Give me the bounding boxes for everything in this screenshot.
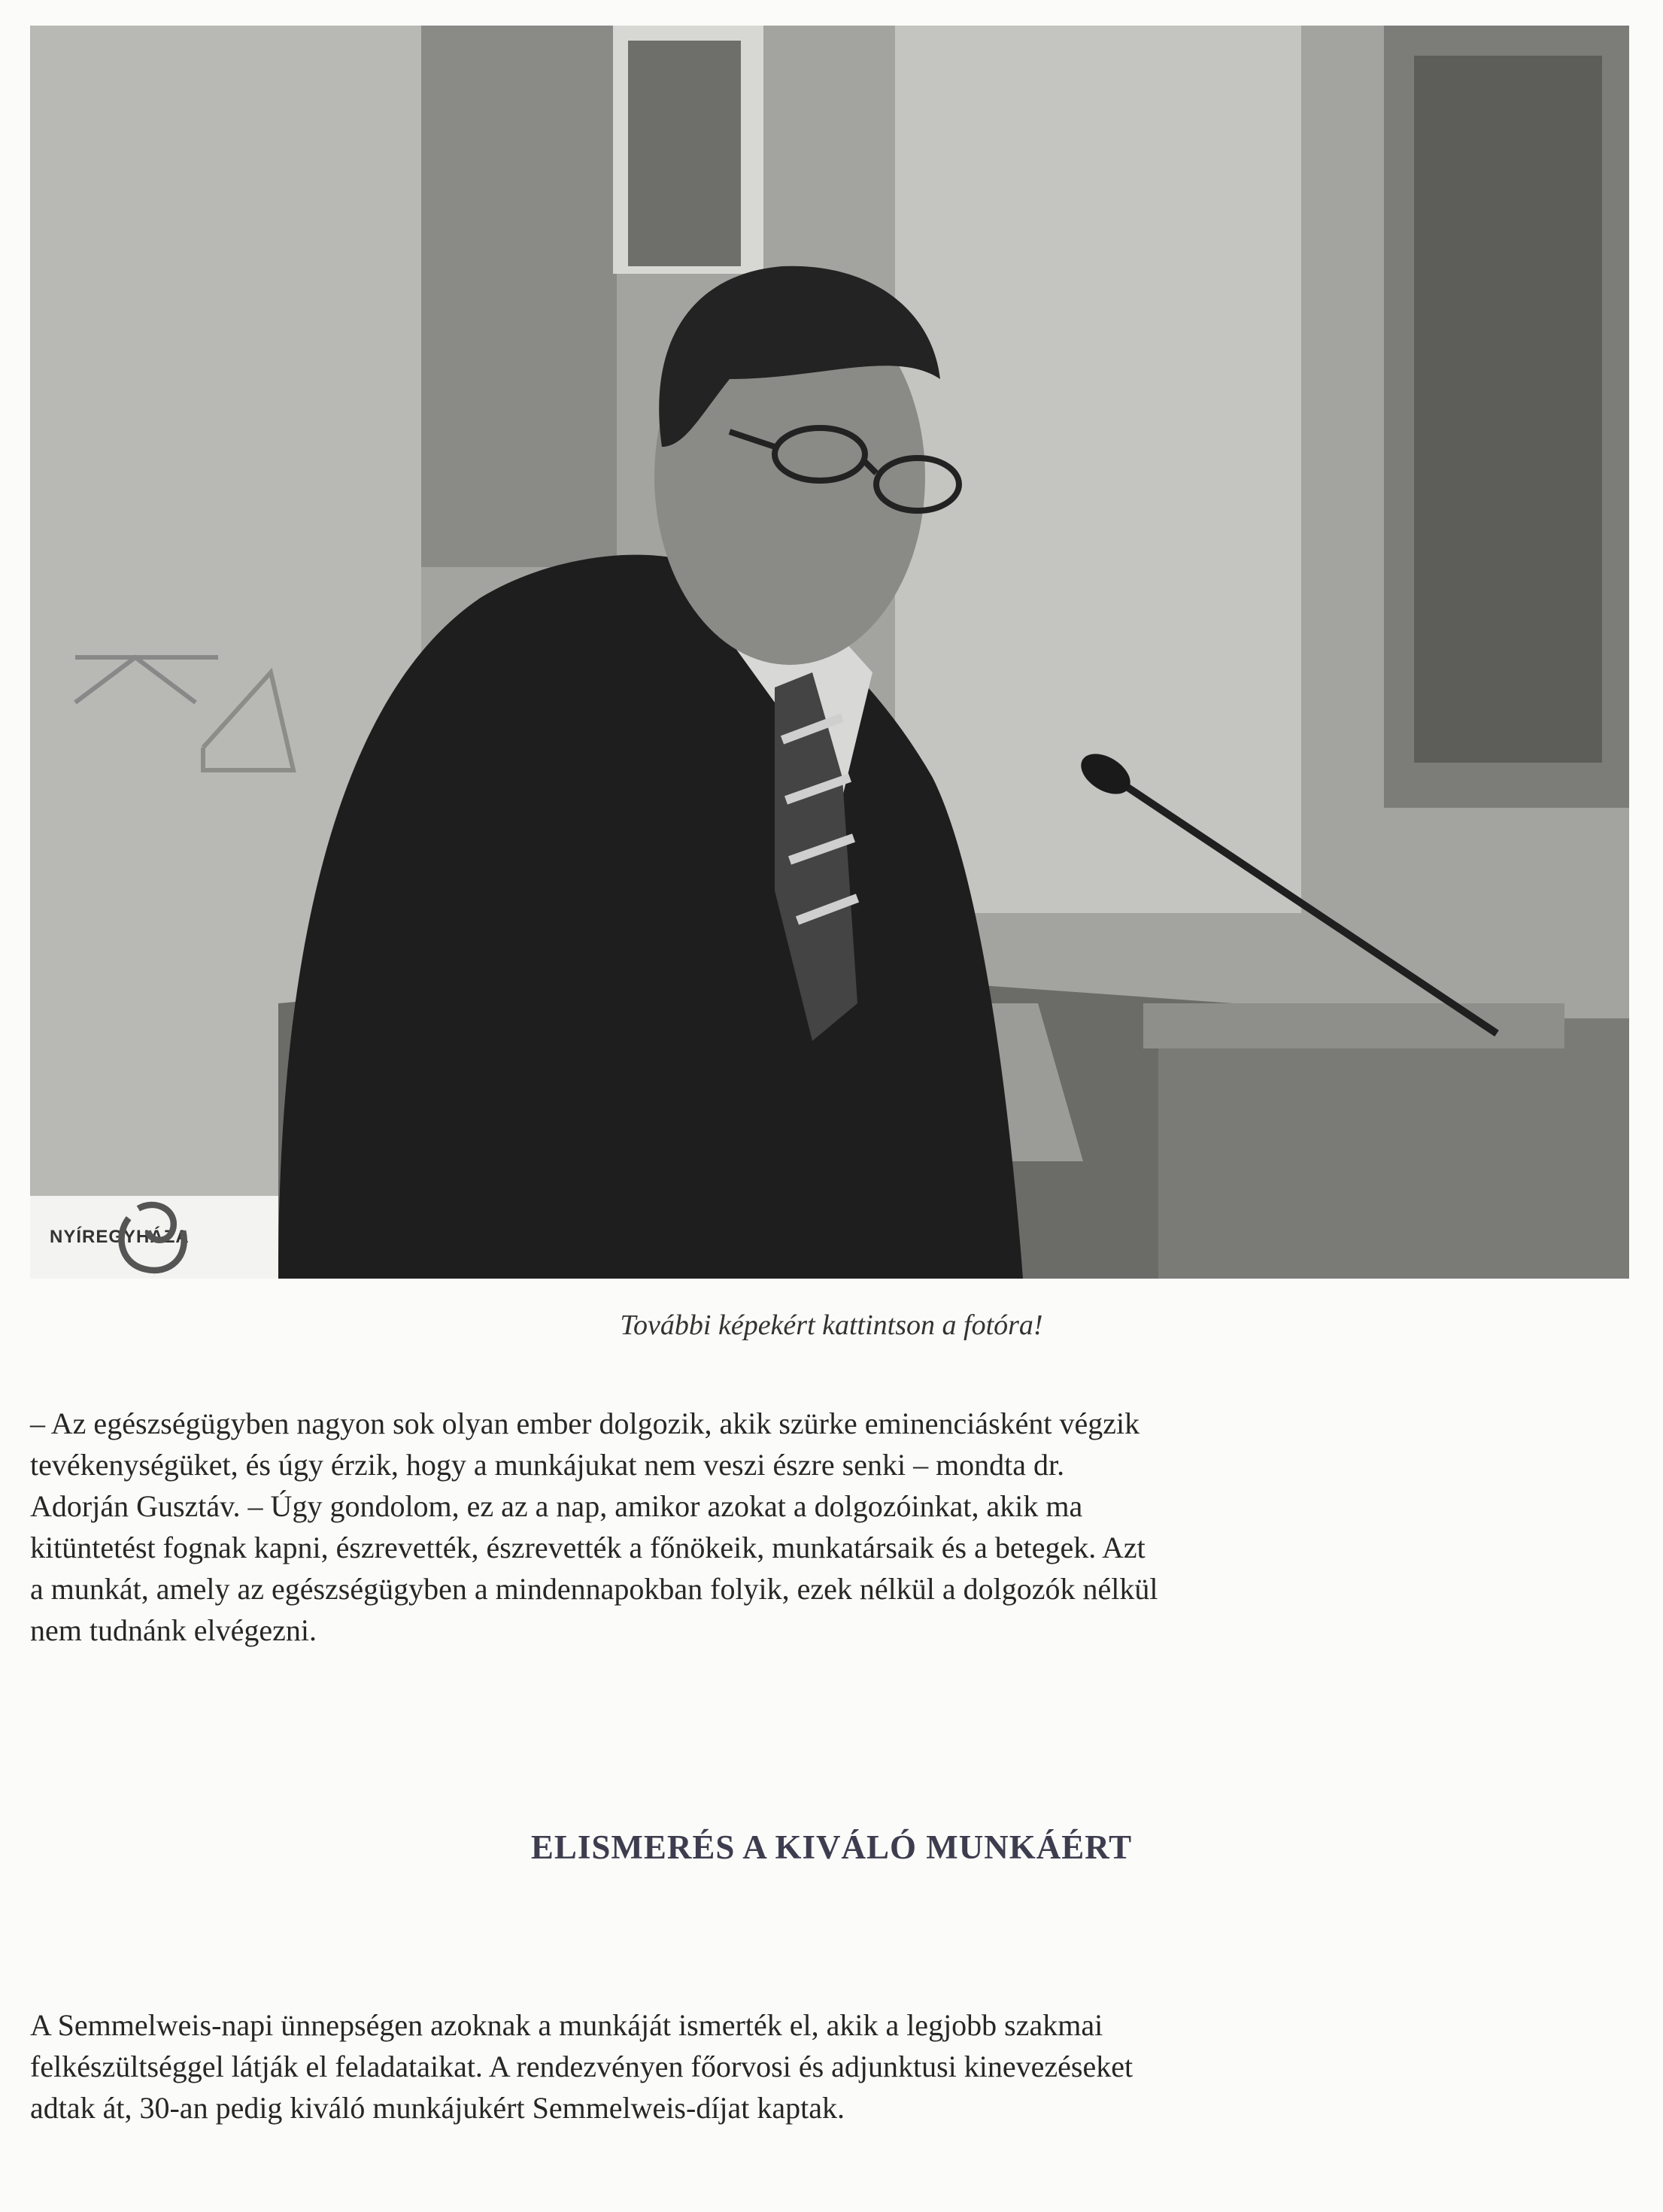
paragraph-line: – Az egészségügyben nagyon sok olyan ember dolgozik, akik szürke eminenciásként végzik (30, 1406, 1140, 1440)
body-paragraph (30, 2004, 1564, 2129)
speaker-at-podium-photo (30, 26, 1629, 1279)
paragraph-line: tevékenységüket, és úgy érzik, hogy a munkájukat nem veszi észre senki – mondta dr. (30, 1448, 1065, 1482)
photo-caption-link[interactable]: További képekért kattintson a fotóra! (620, 1309, 1043, 1341)
photo-watermark (30, 1196, 278, 1279)
paragraph-line: A Semmelweis-napi ünnepségen azoknak a munkáját ismerték el, akik a legjobb szakmai (30, 2008, 1103, 2042)
paragraph-line: felkészültséggel látják el feladataikat. A rendezvényen főorvosi és adjunktusi kinevezéseket (30, 2050, 1133, 2083)
paragraph-line: kitüntetést fognak kapni, észrevették, észrevették a főnökeik, munkatársaik és a betegek. Azt (30, 1531, 1146, 1564)
watermark-text: NYÍREGYHÁZA (50, 1227, 190, 1247)
paragraph-line: Adorján Gusztáv. – Úgy gondolom, ez az a nap, amikor azokat a dolgozóinkat, akik ma (30, 1489, 1083, 1523)
paragraph-line: adtak át, 30-an pedig kiváló munkájukért Semmelweis-díjat kaptak. (30, 2091, 845, 2125)
article-photo[interactable] (30, 26, 1629, 1279)
paragraph-line: a munkát, amely az egészségügyben a mindennapokban folyik, ezek nélkül a dolgozók nélkül (30, 1572, 1158, 1606)
quote-paragraph (30, 1403, 1564, 1651)
paragraph-line: nem tudnánk elvégezni. (30, 1613, 317, 1647)
section-heading: ELISMERÉS A KIVÁLÓ MUNKÁÉRT (530, 1828, 1133, 1866)
nyiregyhaza-logo-icon (30, 1196, 278, 1279)
